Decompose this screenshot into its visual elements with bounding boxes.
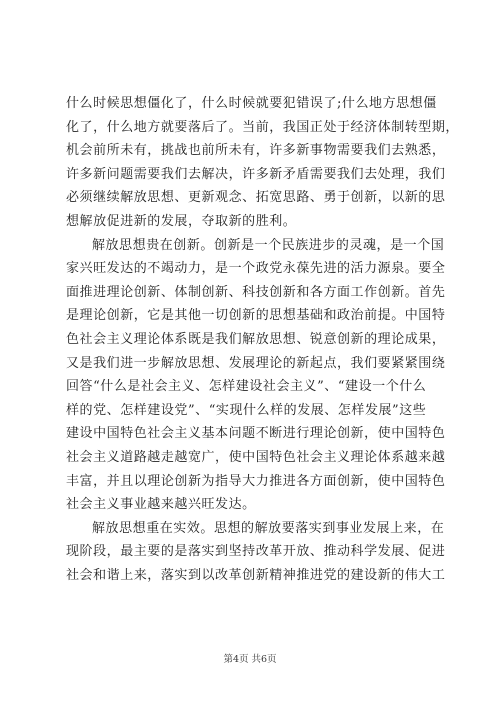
text-line-1: 什么时候思想僵化了，什么时候就要犯错误了;什么地方思想僵 <box>66 96 437 111</box>
text-line-21: 社会和谐上来，落实到以改革创新精神推进党的建设新的伟大工 <box>66 567 446 583</box>
text-line-4: 许多新问题需要我们去解决，许多新矛盾需要我们去处理，我们 <box>66 166 446 182</box>
text-line-11: 色社会主义理论体系既是我们解放思想、锐意创新的理论成果， <box>66 331 446 347</box>
page-number-footer: 第4页 共6页 <box>223 654 277 665</box>
text-line-10: 是理论创新，它是其他一切创新的思想基础和政治前提。中国特 <box>66 308 446 324</box>
paragraph-3-first-line: 解放思想重在实效。思想的解放要落实到事业发展上来，在 <box>92 520 445 536</box>
text-line-14: 样的党、怎样建设党”、“实现什么样的发展、怎样发展”这些 <box>66 402 427 418</box>
text-line-20: 现阶段，最主要的是落实到坚持改革开放、推动科学发展、促进 <box>66 544 446 560</box>
paragraph-2-first-line: 解放思想贵在创新。创新是一个民族进步的灵魂，是一个国 <box>92 237 445 253</box>
text-line-5: 必须继续解放思想、更新观念、拓宽思路、勇于创新，以新的思 <box>66 190 446 206</box>
text-line-13: 回答“什么是社会主义、怎样建设社会主义”、“建设一个什么 <box>66 379 427 395</box>
text-line-9: 面推进理论创新、体制创新、科技创新和各方面工作创新。首先 <box>66 284 446 300</box>
text-line-2: 化了，什么地方就要落后了。当前，我国正处于经济体制转型期， <box>66 119 459 135</box>
text-line-18: 社会主义事业越来越兴旺发达。 <box>66 497 256 513</box>
text-line-8: 家兴旺发达的不竭动力，是一个政党永葆先进的活力源泉。要全 <box>66 261 446 277</box>
text-line-15: 建设中国特色社会主义基本问题不断进行理论创新，使中国特色 <box>66 426 446 442</box>
text-line-3: 机会前所未有，挑战也前所未有，许多新事物需要我们去熟悉， <box>66 143 446 159</box>
document-body <box>66 92 459 587</box>
text-line-12: 又是我们进一步解放思想、发展理论的新起点，我们要紧紧围绕 <box>66 355 446 371</box>
text-line-6: 想解放促进新的发展，夺取新的胜利。 <box>66 213 297 229</box>
text-line-17: 丰富，并且以理论创新为指导大力推进各方面创新，使中国特色 <box>66 473 446 489</box>
text-line-16: 社会主义道路越走越宽广，使中国特色社会主义理论体系越来越 <box>66 449 446 465</box>
